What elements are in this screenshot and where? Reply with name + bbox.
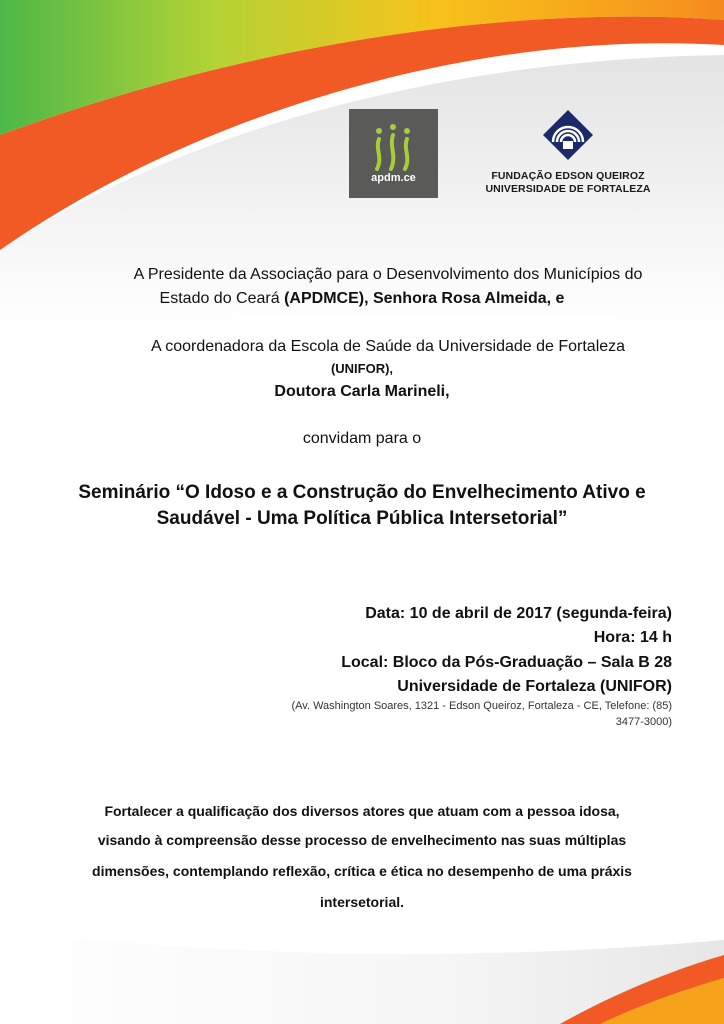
event-date: Data: 10 de abril de 2017 (segunda-feira) xyxy=(365,605,672,622)
closing-line-4: intersetorial. xyxy=(319,894,405,910)
event-time: Hora: 14 h xyxy=(593,629,672,646)
seminar-title-line-2: Saudável - Uma Política Pública Intersetorial” xyxy=(156,508,568,529)
apdm-logo-text: apdm.ce xyxy=(371,172,416,184)
unifor-logo-line1: FUNDAÇÃO EDSON QUEIROZ xyxy=(491,170,645,182)
invite-line-1: A Presidente da Associação para o Desenvolvimento dos Municípios do xyxy=(133,266,643,283)
invite-line-3: A coordenadora da Escola de Saúde da Universidade de Fortaleza xyxy=(150,338,626,355)
closing-line-1: Fortalecer a qualificação dos diversos atores que atuam com a pessoa idosa, xyxy=(104,803,620,819)
event-university: Universidade de Fortaleza (UNIFOR) xyxy=(397,678,672,695)
invite-line-2-plain: Estado do Ceará xyxy=(159,290,285,307)
invite-line-6: convidam para o xyxy=(302,430,422,447)
people-figures-icon xyxy=(349,117,438,177)
invite-line-4: (UNIFOR), xyxy=(330,361,394,376)
seminar-title-line-1: Seminário “O Idoso e a Construção do Envelhecimento Ativo e xyxy=(78,482,646,503)
apdm-logo xyxy=(349,109,438,198)
event-address-line-1: (Av. Washington Soares, 1321 - Edson Queiroz, Fortaleza - CE, Telefone: (85) xyxy=(291,700,672,712)
unifor-logo xyxy=(480,108,656,204)
event-place: Local: Bloco da Pós-Graduação – Sala B 28 xyxy=(341,654,672,671)
event-address-line-2: 3477-3000) xyxy=(615,716,672,728)
invite-line-2-bold: (APDMCE), Senhora Rosa Almeida, e xyxy=(284,290,565,307)
invite-line-5: Doutora Carla Marineli, xyxy=(274,383,450,400)
unifor-emblem-icon xyxy=(541,108,595,164)
invite-line-2 xyxy=(0,289,724,309)
unifor-logo-line2: UNIVERSIDADE DE FORTALEZA xyxy=(485,183,651,195)
closing-line-3: dimensões, contemplando reflexão, crítica e ética no desempenho de uma práxis xyxy=(92,863,632,879)
closing-line-2: visando à compreensão desse processo de envelhecimento nas suas múltiplas xyxy=(97,832,627,848)
